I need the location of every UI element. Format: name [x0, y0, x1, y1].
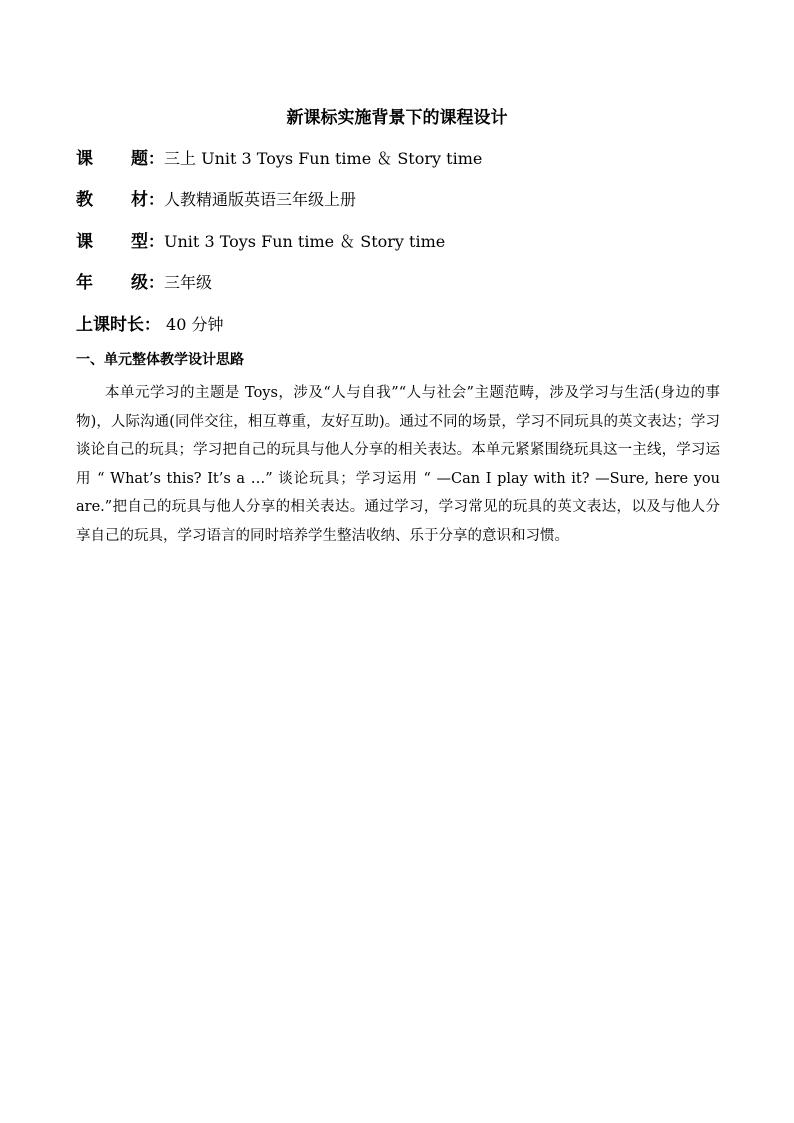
meta-label-char: 年 [76, 273, 93, 293]
meta-colon: ： [148, 190, 165, 209]
meta-value-topic: 三上 Unit 3 Toys Fun time ＆ Story time [164, 149, 483, 168]
meta-label-textbook [76, 187, 148, 213]
meta-label-topic [76, 146, 148, 172]
meta-row-lesson-type [76, 229, 445, 255]
meta-row-textbook [76, 187, 356, 213]
meta-label-char: 型 [131, 232, 148, 252]
meta-label-char: 课 [76, 232, 93, 252]
meta-label-lesson-type [76, 229, 148, 255]
document-title: 新课标实施背景下的课程设计 [286, 108, 508, 128]
meta-value-grade: 三年级 [164, 273, 213, 292]
meta-label-char: 级 [131, 273, 148, 293]
meta-label-duration: 上课时长 [76, 315, 144, 335]
meta-label-char: 课 [76, 149, 93, 169]
meta-colon: ： [144, 315, 161, 334]
meta-label-char: 材 [131, 190, 148, 210]
section-paragraph: 本单元学习的主题是 Toys，涉及“人与自我”“人与社会”主题范畴，涉及学习与生活(身边的事物)，人际沟通(同伴交往，相互尊重，友好互助)。通过不同的场景，学习不同玩具的英文表达；学习谈论自己的玩具；学习把自己的玩具与他人分享的相关表达。本单元紧紧围绕玩具这一主线，学习运用 “ What’s this? It’s a …” 谈论玩具；学习运用 “ —Can I play with it? —Sure, here you are.”把自己的玩具与他人分享的相关表达。通过学习，学习常见的玩具的英文表达，以及与他人分享自己的玩具，学习语言的同时培养学生整洁收纳、乐于分享的意识和习惯。 [76, 385, 720, 544]
meta-row-grade [76, 270, 212, 296]
meta-value-duration: 40 分钟 [166, 315, 224, 334]
meta-value-lesson-type: Unit 3 Toys Fun time ＆ Story time [164, 232, 446, 251]
meta-label-char: 题 [131, 149, 148, 169]
section-heading: 一、单元整体教学设计思路 [76, 352, 244, 368]
meta-value-textbook: 人教精通版英语三年级上册 [164, 190, 357, 209]
meta-row-topic [76, 146, 482, 172]
meta-label-grade [76, 270, 148, 296]
meta-colon: ： [148, 232, 165, 251]
meta-colon: ： [148, 273, 165, 292]
meta-label-char: 教 [76, 190, 93, 210]
meta-row-duration [76, 312, 223, 338]
meta-colon: ： [148, 149, 165, 168]
